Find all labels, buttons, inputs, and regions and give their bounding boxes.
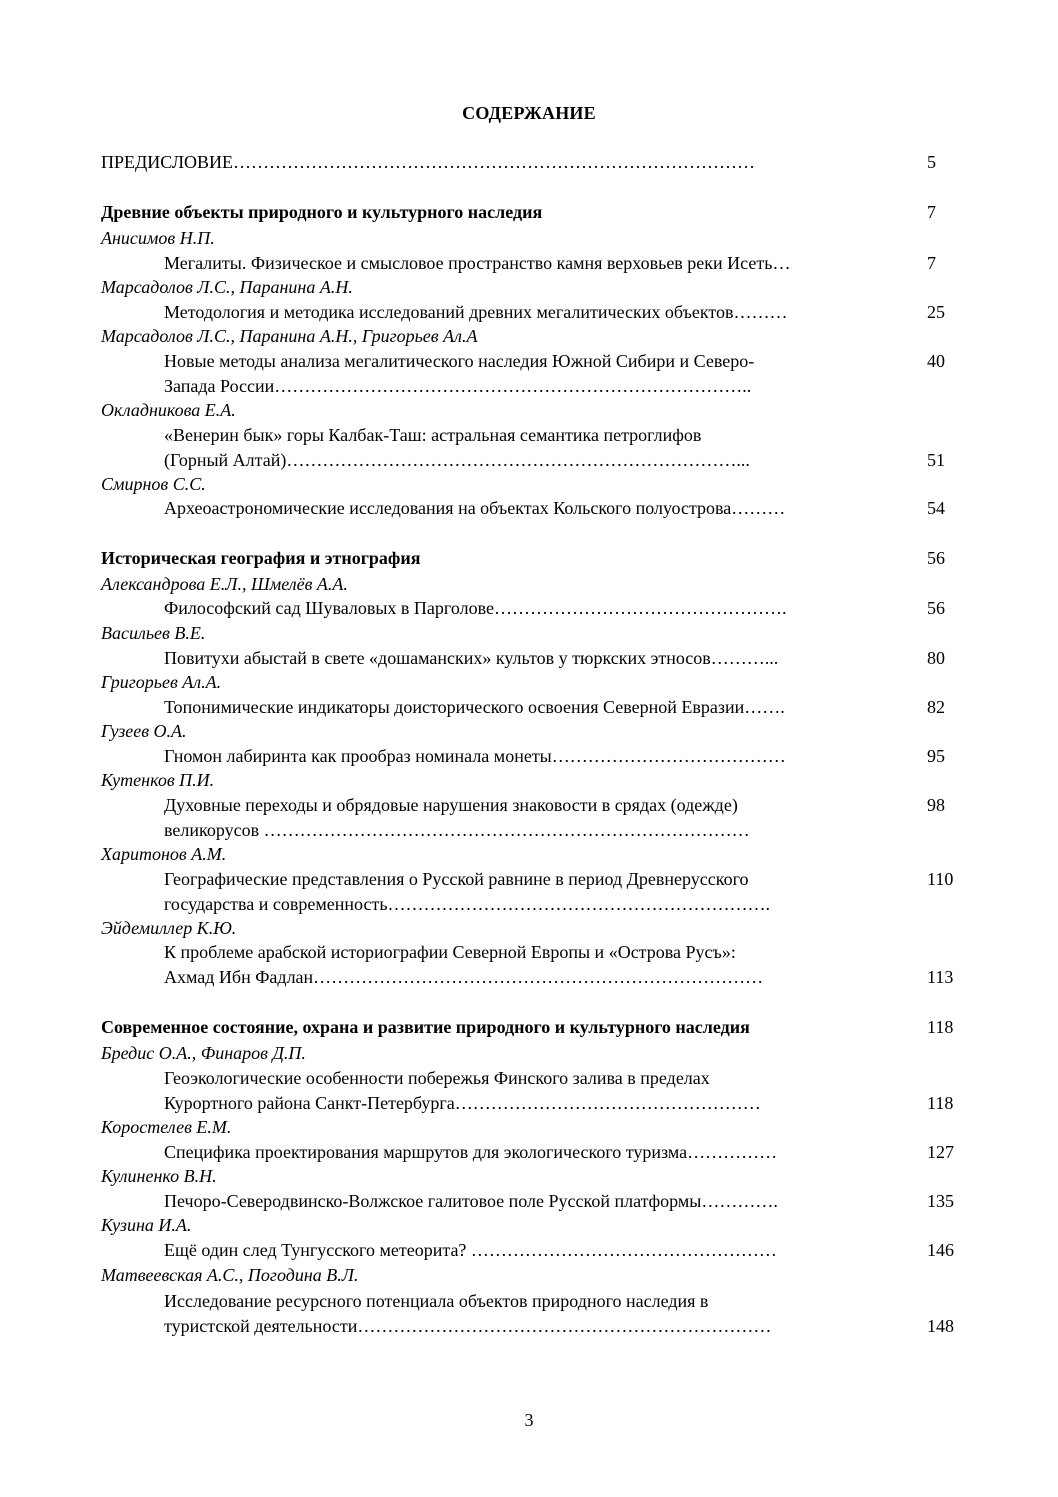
toc-entry-title: Повитухи абыстай в свете «дошаманских» культов у тюркских этносов………... [164, 648, 779, 668]
toc-entry-title-continued: (Горный Алтай)…………………………………………………………………... [164, 450, 750, 470]
toc-page-number: 7 [927, 202, 936, 222]
toc-author: Васильев В.Е. [101, 623, 206, 643]
toc-page-number: 127 [927, 1142, 954, 1162]
toc-author: Гузеев О.А. [101, 721, 187, 741]
toc-entry-title: Геоэкологические особенности побережья Финского залива в пределах [164, 1068, 710, 1088]
toc-entry-title: Топонимические индикаторы доисторического освоения Северной Евразии……. [164, 697, 785, 717]
toc-page-number: 110 [927, 869, 954, 889]
toc-entry-title-continued: Курортного района Санкт-Петербурга…………………………………………… [164, 1093, 761, 1113]
toc-page-number: 54 [927, 498, 945, 518]
toc-author: Эйдемиллер К.Ю. [101, 918, 237, 938]
section-heading: Древние объекты природного и культурного наследия [101, 202, 543, 222]
toc-page-number: 146 [927, 1240, 954, 1260]
toc-author: Марсадолов Л.С., Паранина А.Н., Григорьев Ал.А [101, 326, 478, 346]
toc-page-number: 95 [927, 746, 945, 766]
toc-entry-title: Гномон лабиринта как прообраз номинала монеты………………………………… [164, 746, 786, 766]
toc-page-number: 56 [927, 598, 945, 618]
toc-author: Смирнов С.С. [101, 474, 206, 494]
toc-page-number: 5 [927, 152, 936, 172]
toc-author: Бредис О.А., Финаров Д.П. [101, 1043, 306, 1063]
toc-entry-title: Мегалиты. Физическое и смысловое пространство камня верховьев реки Исеть… [164, 253, 791, 273]
toc-page-number: 98 [927, 795, 945, 815]
section-heading: Историческая география и этнография [101, 548, 421, 568]
section-heading: Современное состояние, охрана и развитие природного и культурного наследия [101, 1017, 750, 1037]
toc-entry-title: Печоро-Северодвинско-Волжское галитовое поле Русской платформы…………. [164, 1191, 778, 1211]
toc-page-number: 82 [927, 697, 945, 717]
toc-author: Кузина И.А. [101, 1215, 192, 1235]
toc-entry-title: Археоастрономические исследования на объектах Кольского полуострова……… [164, 498, 786, 518]
toc-page-number: 56 [927, 548, 945, 568]
toc-entry-title-continued: туристской деятельности…………………………………………………………… [164, 1316, 772, 1336]
toc-author: Коростелев Е.М. [101, 1117, 232, 1137]
toc-author: Григорьев Ал.А. [101, 672, 222, 692]
toc-entry-title: Исследование ресурсного потенциала объектов природного наследия в [164, 1291, 709, 1311]
toc-author: Анисимов Н.П. [101, 228, 215, 248]
toc-entry-title: Специфика проектирования маршрутов для экологического туризма…………… [164, 1142, 778, 1162]
toc-page-number: 135 [927, 1191, 954, 1211]
toc-entry-title: Духовные переходы и обрядовые нарушения знаковости в срядах (одежде) [164, 795, 738, 815]
toc-page-number: 118 [927, 1017, 954, 1037]
toc-entry-title: «Венерин бык» горы Калбак-Таш: астральная семантика петроглифов [164, 425, 702, 445]
toc-entry-title-continued: великорусов ……………………………………………………………………… [164, 820, 750, 840]
page-title: СОДЕРЖАНИЕ [462, 103, 596, 123]
toc-entry-title: Методология и методика исследований древних мегалитических объектов……… [164, 302, 788, 322]
toc-author: Окладникова Е.А. [101, 400, 236, 420]
toc-entry-title: Ещё один след Тунгусского метеорита? …………………………………………… [164, 1240, 777, 1260]
toc-entry-title: К проблеме арабской историографии Северной Европы и «Острова Русъ»: [164, 942, 736, 962]
toc-page-number: 7 [927, 253, 936, 273]
toc-entry-title: Философский сад Шуваловых в Парголове…………………………………………. [164, 598, 787, 618]
toc-page-number: 80 [927, 648, 945, 668]
toc-entry-title-continued: государства и современность………………………………………………………. [164, 894, 771, 914]
toc-page-number: 40 [927, 351, 945, 371]
toc-entry-title-continued: Запада России…………………………………………………………………….. [164, 376, 752, 396]
toc-entry-title-continued: Ахмад Ибн Фадлан………………………………………………………………… [164, 967, 764, 987]
toc-entry-title: Новые методы анализа мегалитического наследия Южной Сибири и Северо- [164, 351, 755, 371]
toc-author: Кулиненко В.Н. [101, 1166, 217, 1186]
toc-preface: ПРЕДИСЛОВИЕ…………………………………………………………………………… [101, 152, 756, 172]
toc-author: Кутенков П.И. [101, 770, 215, 790]
toc-page-number: 113 [927, 967, 954, 987]
toc-author: Александрова Е.Л., Шмелёв А.А. [101, 574, 348, 594]
toc-author: Харитонов А.М. [101, 844, 227, 864]
toc-entry-title: Географические представления о Русской равнине в период Древнерусского [164, 869, 749, 889]
toc-author: Матвеевская А.С., Погодина В.Л. [101, 1265, 359, 1285]
toc-page-number: 148 [927, 1316, 954, 1336]
toc-page-number: 51 [927, 450, 945, 470]
toc-author: Марсадолов Л.С., Паранина А.Н. [101, 277, 353, 297]
page-number-footer: 3 [524, 1410, 534, 1430]
toc-page-number: 118 [927, 1093, 954, 1113]
toc-page-number: 25 [927, 302, 945, 322]
